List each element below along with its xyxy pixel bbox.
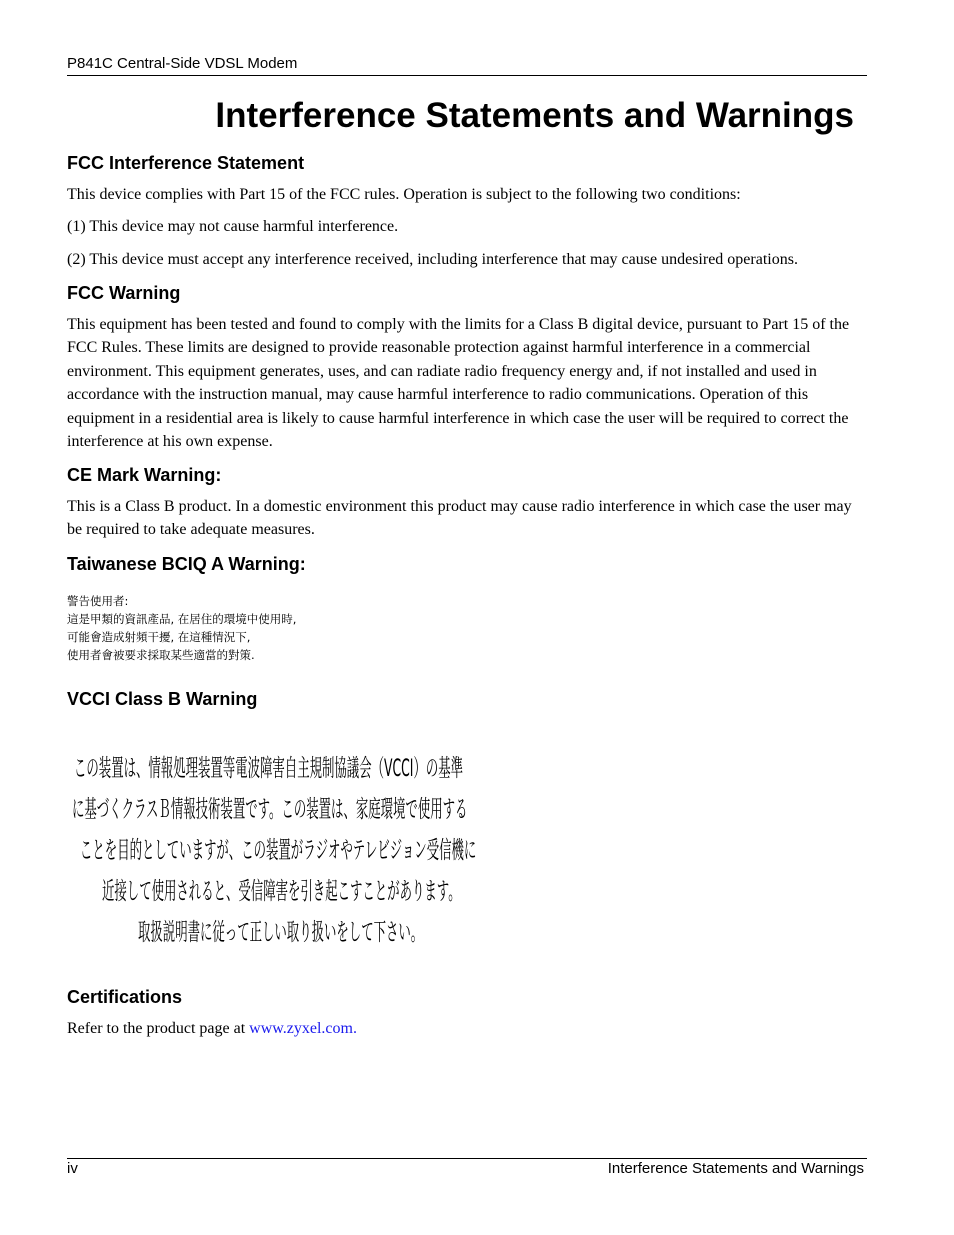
page-number: iv (67, 1160, 78, 1177)
vcci-line: 近接して使用されると、受信障害を引き起こすことがあります。 (102, 876, 461, 905)
vcci-warning-heading: VCCI Class B Warning (67, 689, 258, 709)
vcci-line: に基づくクラスＢ情報技術装置です。この装置は、家庭環境で使用する (72, 794, 468, 823)
header-rule (67, 75, 867, 76)
page-title: Interference Statements and Warnings (215, 96, 854, 135)
ce-warning-body: This is a Class B product. In a domestic environment this product may cause radio interference in which case the user may be required to take adequate measures. (67, 498, 852, 539)
vcci-warning-text (70, 752, 477, 957)
bciq-line: 可能會造成射頻干擾, 在這種情況下, (67, 630, 251, 644)
vcci-warning-section (67, 688, 857, 710)
bciq-line: 警告使用者: (67, 594, 129, 608)
bciq-warning-section (67, 553, 857, 575)
fcc-warning-section (67, 282, 857, 453)
vcci-line: ことを目的としていますが、この装置がラジオやテレビジョン受信機に (80, 835, 477, 864)
bciq-warning-heading: Taiwanese BCIQ A Warning: (67, 554, 306, 574)
fcc-statement-intro: This device complies with Part 15 of the FCC rules. Operation is subject to the following two conditions: (67, 186, 741, 203)
certifications-section (67, 986, 857, 1040)
zyxel-link[interactable]: www.zyxel.com. (249, 1020, 357, 1037)
fcc-statement-section (67, 152, 857, 271)
vcci-line: 取扱説明書に従って正しい取り扱いをして下さい。 (138, 917, 424, 946)
footer-rule (67, 1158, 867, 1159)
certifications-heading: Certifications (67, 987, 183, 1007)
fcc-warning-body: This equipment has been tested and found to comply with the limits for a Class B digital device, pursuant to Part 15 of the FCC Rules. These limits are designed to provide reasonable protection against harmful interference in a commercial environment. This equipment generates, uses, and can radiate radio frequency energy and, if not installed and used in accordance with the instruction manual, may cause harmful interference to radio communications. Operation of this equipment in a residential area is likely to cause harmful interference in which case the user will be required to correct the interference at his own expense. (67, 316, 850, 451)
bciq-warning-text (67, 592, 296, 664)
certifications-text (67, 1017, 857, 1040)
fcc-condition-2: (2) This device must accept any interference received, including interference that may cause undesired operations. (67, 250, 798, 268)
bciq-line: 這是甲類的資訊產品, 在居住的環境中使用時, (67, 612, 297, 626)
running-header: P841C Central-Side VDSL Modem (67, 55, 298, 72)
fcc-statement-heading: FCC Interference Statement (67, 153, 305, 173)
ce-warning-section (67, 464, 857, 542)
certifications-lead: Refer to the product page at (67, 1020, 250, 1037)
bciq-line: 使用者會被要求採取某些適當的對策. (67, 648, 255, 662)
ce-warning-heading: CE Mark Warning: (67, 465, 222, 485)
vcci-line: この装置は、情報処理装置等電波障害自主規制協議会（VCCI）の基準 (74, 753, 464, 782)
fcc-warning-heading: FCC Warning (67, 283, 181, 303)
fcc-condition-1: (1) This device may not cause harmful interference. (67, 218, 399, 236)
running-footer: Interference Statements and Warnings (607, 1160, 864, 1177)
